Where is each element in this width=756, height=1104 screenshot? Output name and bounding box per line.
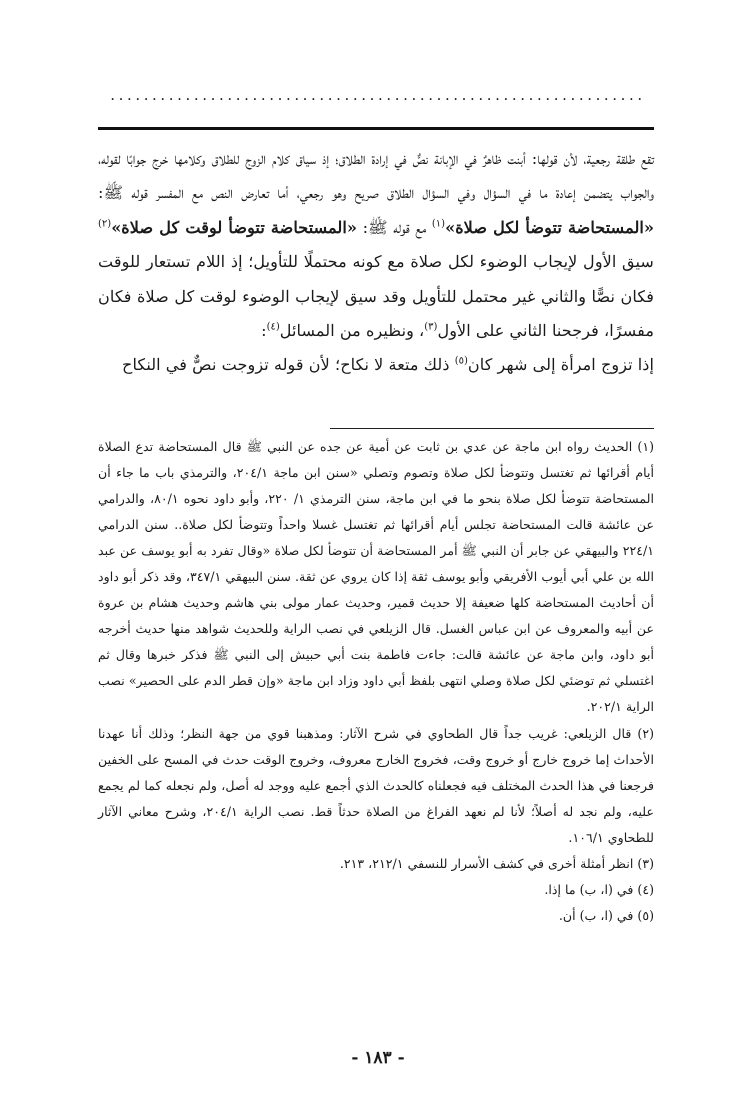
footnote-text: في (ا، ب) أن.: [558, 907, 638, 923]
text-segment: إذا تزوج امرأة إلى شهر كان: [467, 355, 654, 375]
text-segment: ، ونظيره من المسائل: [279, 321, 425, 341]
main-paragraph-1: [98, 142, 654, 348]
footnote-text: في (ا، ب) ما إذا.: [544, 881, 638, 897]
footnote-number: (٢): [637, 725, 654, 741]
main-text: [98, 142, 654, 383]
footnote-5: [98, 903, 654, 929]
text-segment: سيق الأول لإيجاب الوضوء لكل صلاة مع كونه محتملًا للتأويل؛ إذ اللام تستعار للوقت فكان نصًّا والثاني غير محتمل للتأويل وقد سيق لإيجاب الوضوء لوقت كل صلاة فكان مفسرًا، فرجحنا الثاني على الأول: [98, 252, 654, 341]
footnote-text: الحديث رواه ابن ماجة عن عدي بن ثابت عن أمية عن جده عن النبي ﷺ قال المستحاضة تدع الصلاة أيام أقرائها ثم تغتسل وتتوضأ لكل صلاة وتصوم وتصلي «سنن ابن ماجة ٢٠٤/١، والترمذي باب ما جاء أن المستحاضة تتوضأ لكل صلاة بنحو ما في ابن ماجة، سنن الترمذي ١/ ٢٢٠، وأبو داود نحوه ٨٠/١، والدرامي عن عائشة قالت المستحاضة تجلس أيام أقرائها ثم تغتسل غسلا واحداً وتتوضأ لكل صلاة.. سنن الدرامي ٢٢٤/١ والبيهقي عن جابر أن النبي ﷺ أمر المستحاضة أن تتوضأ لكل صلاة «وقال تفرد به أبو يوسف عن عبد الله بن علي أبي أيوب الأفريقي وأبو يوسف ثقة إذا كان يروي عن ثقة. سنن البيهقي ٣٤٧/١، وقد ذكر أبو داود أن أحاديث المستحاضة كلها ضعيفة إلا حديث قمير، وحديث عمار مولى بني هاشم وحديث هشام بن عروة عن أبيه والمعروف عن ابن عباس الغسل. قال الزيلعي في نصب الراية وللحديث شواهد منها حديث أخرجه أبو داود، وابن ماجة عن عائشة قالت: جاءت فاطمة بنت أبي حبيش إلى النبي ﷺ فذكر خبرها وقال ثم اغتسلي ثم توضئي لكل صلاة وصلي انتهى بلفظ أبي داود وزاد ابن ماجة «وإن قطر الدم على الحصير» نصب الراية ٢٠٢/١.: [98, 439, 654, 715]
footnote-number: (١): [637, 439, 654, 454]
text-segment: تقع طلقة رجعية، لأن قولها: أبنت ظاهرٌ في الإبانة نصٌّ في إرادة الطلاق؛ إذ سياق كلام الزوج للطلاق وكلامها خرج جوابًا لقوله، والجواب يتضمن إعادة ما في السؤال وفي السؤال الطلاق صريح وهو رجعي، أما تعارض النص مع المفسر قوله ﷺ:: [98, 149, 654, 203]
hadith-quote-2: «المستحاضة تتوضأ لوقت كل صلاة»: [111, 217, 357, 237]
text-segment: :: [261, 321, 267, 341]
footnote-3: [98, 851, 654, 877]
footnote-text: قال الزيلعي: غريب جداً قال الطحاوي في شرح الآثار: ومذهبنا قوي من جهة النظر؛ وذلك أنا عهدنا الأحداث إما خروج خارج أو خروج وقت، فخروج الخارج معروف، وخروج الوقت حدث في المسح على الخفين فرجعنا في هذا الحدث المختلف فيه فجعلناه كالحدث الذي أجمع عليه ووجد له أصل، ولم نجعله كما لم يجمع عليه، ولم نجد له أصلاً؛ لأنا لم نعهد الفراغ من الصلاة حدثاً قط. نصب الراية ٢٠٤/١، وشرح معاني الآثار للطحاوي ١٠٦/١.: [98, 725, 654, 845]
footnote-separator: [330, 428, 654, 429]
footnote-ref-1: (١): [431, 218, 446, 230]
footnote-4: [98, 877, 654, 903]
footnote-ref-5: (٥): [454, 356, 468, 368]
text-segment: مع قوله ﷺ:: [356, 217, 432, 237]
footnote-number: (٥): [637, 907, 654, 923]
footnote-number: (٣): [637, 855, 654, 871]
footnote-ref-2: (٢): [98, 218, 112, 230]
footnote-ref-3: (٣): [424, 321, 438, 333]
header-rule: [98, 127, 654, 130]
footnote-number: (٤): [637, 881, 654, 897]
main-paragraph-2: [98, 348, 654, 382]
page-number: - ١٨٣ -: [351, 1048, 405, 1068]
hadith-quote-1: «المستحاضة تتوضأ لكل صلاة»: [445, 217, 654, 237]
footnote-text: انظر أمثلة أخرى في كشف الأسرار للنسفي ٢١٢/١، ٢١٣.: [339, 855, 638, 871]
footnote-1: [98, 434, 654, 721]
header-dotted-line: ................................................................: [110, 88, 646, 102]
footnote-2: [98, 721, 654, 851]
footnotes: [98, 434, 654, 929]
footnote-ref-4: (٤): [266, 321, 280, 333]
text-segment: ذلك متعة لا نكاح؛ لأن قوله تزوجت نصٌّ في النكاح: [122, 355, 455, 375]
